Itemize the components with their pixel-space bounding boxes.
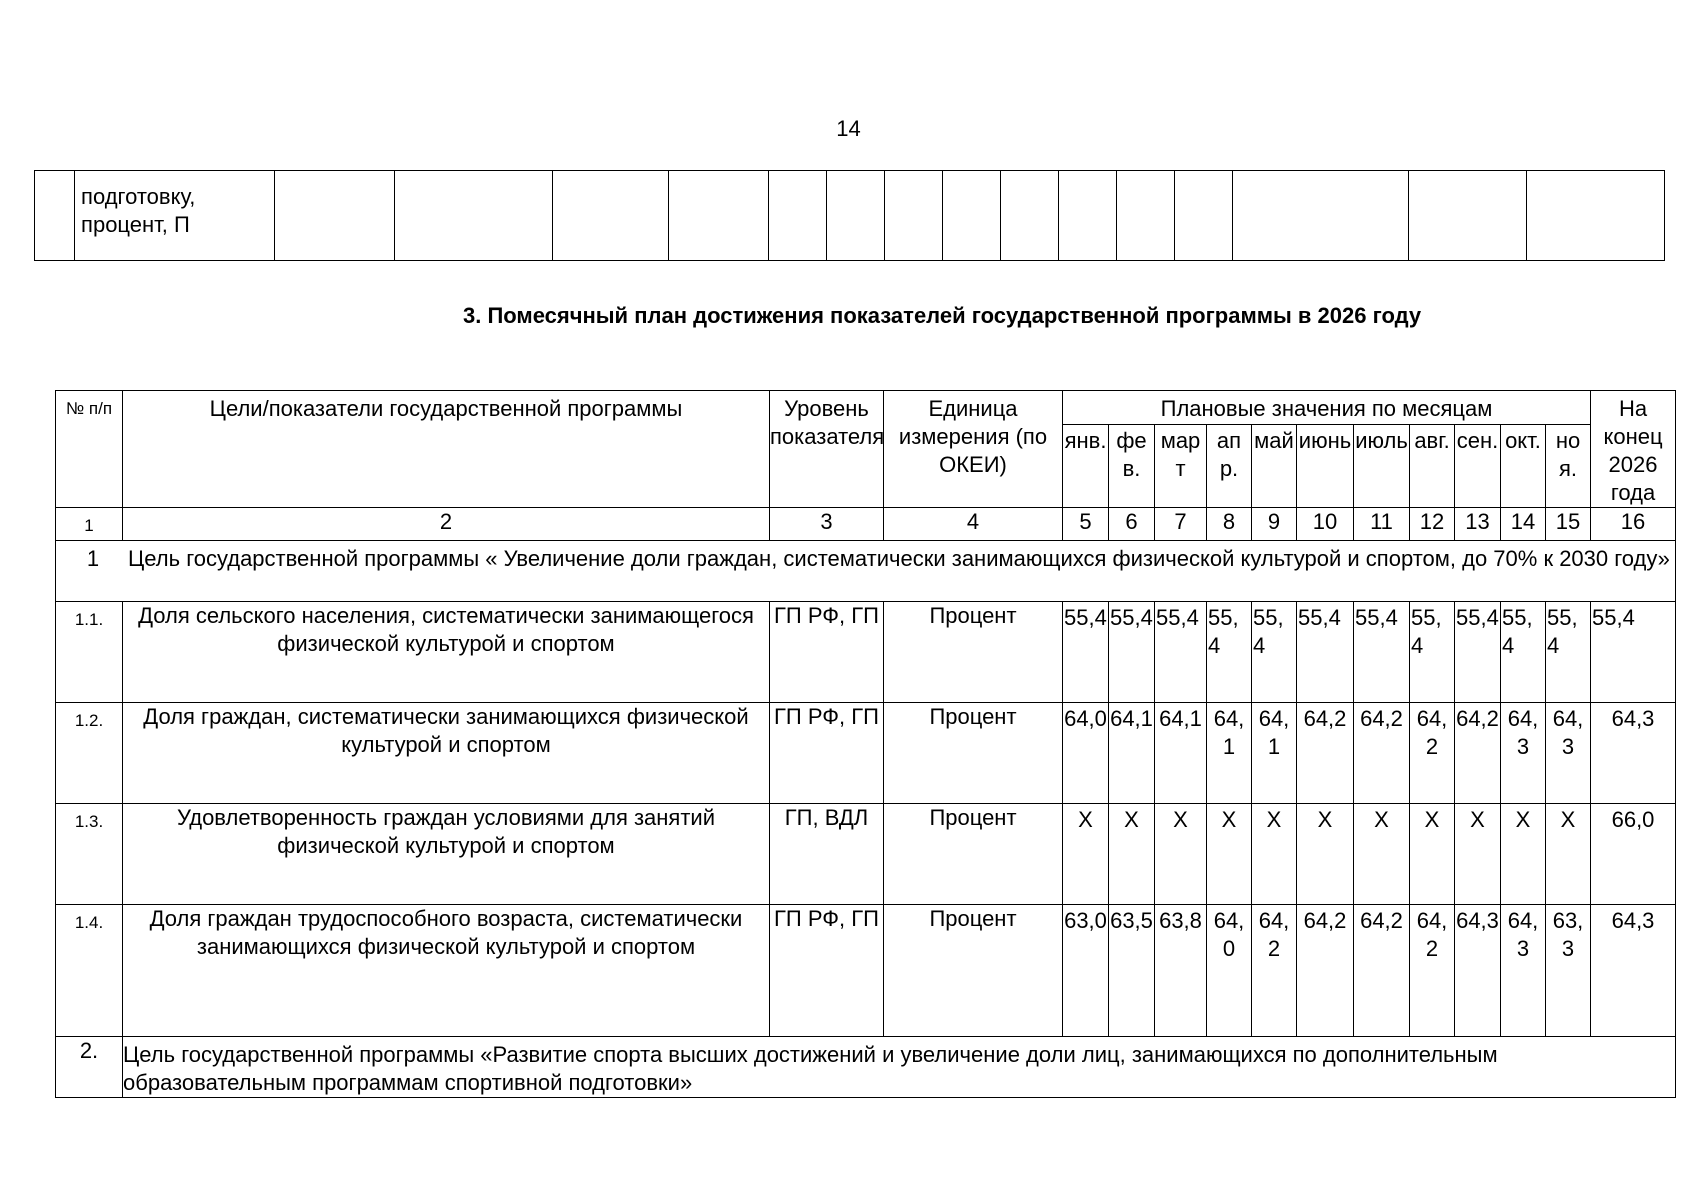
end-value: 64,3 (1591, 905, 1676, 1037)
month-value: 64,2 (1297, 703, 1354, 804)
cell (768, 171, 826, 261)
indicator-level: ГП РФ, ГП (770, 602, 884, 703)
index-cell: 13 (1455, 508, 1501, 541)
header-row (56, 391, 1676, 425)
month-value: Х (1501, 804, 1546, 905)
month-header: сен. (1455, 425, 1501, 508)
goal-1-text: Цель государственной программы « Увеличение доли граждан, систематически занимающихся физической культурой и спортом, до 70% к 2030 году» (128, 546, 1670, 571)
header-unit: Единица измерения (по ОКЕИ) (884, 391, 1063, 508)
month-header: окт. (1501, 425, 1546, 508)
month-value: 64,2 (1455, 703, 1501, 804)
month-value: Х (1109, 804, 1155, 905)
indicator-unit: Процент (884, 602, 1063, 703)
header-monthly: Плановые значения по месяцам (1063, 391, 1591, 425)
cell (1233, 171, 1408, 261)
month-value: 55,4 (1354, 602, 1410, 703)
month-value: 64,2 (1410, 905, 1455, 1037)
header-level: Уровень показателя (770, 391, 884, 508)
indicator-name: Доля сельского населения, систематически занимающегося физической культурой и спортом (123, 602, 770, 703)
month-value: 55,4 (1063, 602, 1109, 703)
month-value: Х (1546, 804, 1591, 905)
indicator-name: Доля граждан трудоспособного возраста, систематически занимающихся физической культурой и спортом (123, 905, 770, 1037)
month-value: Х (1063, 804, 1109, 905)
cell (668, 171, 768, 261)
row-number: 1.3. (56, 804, 123, 905)
month-value: Х (1207, 804, 1252, 905)
month-header: апр. (1207, 425, 1252, 508)
index-cell: 14 (1501, 508, 1546, 541)
index-cell: 11 (1354, 508, 1410, 541)
indicator-unit: Процент (884, 804, 1063, 905)
month-value: Х (1155, 804, 1207, 905)
month-header: фев. (1109, 425, 1155, 508)
indicator-unit: Процент (884, 703, 1063, 804)
month-value: 55,4 (1109, 602, 1155, 703)
index-cell: 12 (1410, 508, 1455, 541)
month-value: 55,4 (1501, 602, 1546, 703)
row-number: 1.4. (56, 905, 123, 1037)
cell (1526, 171, 1664, 261)
index-cell: 5 (1063, 508, 1109, 541)
goal-row-2 (56, 1037, 1676, 1098)
month-value: 63,3 (1546, 905, 1591, 1037)
index-cell: 7 (1155, 508, 1207, 541)
cell (1059, 171, 1117, 261)
month-value: Х (1252, 804, 1297, 905)
month-value: 55,4 (1297, 602, 1354, 703)
index-cell: 8 (1207, 508, 1252, 541)
cell (884, 171, 942, 261)
month-value: 64,2 (1252, 905, 1297, 1037)
continued-row (35, 171, 1665, 261)
goal-2-text: Цель государственной программы «Развитие спорта высших достижений и увеличение доли лиц, занимающихся по дополнительным образовательным программам спортивной подготовки» (123, 1037, 1676, 1098)
table-row (56, 602, 1676, 703)
month-value: 64,2 (1354, 905, 1410, 1037)
month-value: 55,4 (1455, 602, 1501, 703)
month-value: Х (1455, 804, 1501, 905)
goal-row-1 (56, 541, 1676, 602)
header-goals: Цели/показатели государственной программы (123, 391, 770, 508)
month-value: 64,3 (1501, 703, 1546, 804)
index-cell: 9 (1252, 508, 1297, 541)
month-value: 64,1 (1207, 703, 1252, 804)
continued-table (34, 170, 1665, 261)
index-cell: 2 (123, 508, 770, 541)
goal-1-number: 1 (86, 546, 100, 571)
month-value: Х (1354, 804, 1410, 905)
cell (943, 171, 1001, 261)
month-header: март (1155, 425, 1207, 508)
cell (552, 171, 668, 261)
row-number: 1.1. (56, 602, 123, 703)
month-value: 64,3 (1546, 703, 1591, 804)
month-value: 64,1 (1155, 703, 1207, 804)
month-value: 63,0 (1063, 905, 1109, 1037)
cell (395, 171, 552, 261)
month-header: янв. (1063, 425, 1109, 508)
cell (826, 171, 884, 261)
monthly-plan-table (55, 390, 1676, 1098)
month-header: ноя. (1546, 425, 1591, 508)
month-value: Х (1410, 804, 1455, 905)
table-row (56, 703, 1676, 804)
header-num: № п/п (56, 391, 123, 508)
month-header: авг. (1410, 425, 1455, 508)
month-value: 55,4 (1155, 602, 1207, 703)
month-value: Х (1297, 804, 1354, 905)
indicator-level: ГП, ВДЛ (770, 804, 884, 905)
indicator-level: ГП РФ, ГП (770, 905, 884, 1037)
month-value: 64,3 (1501, 905, 1546, 1037)
month-value: 64,0 (1063, 703, 1109, 804)
index-cell: 10 (1297, 508, 1354, 541)
page-number: 14 (836, 116, 861, 141)
month-value: 64,0 (1207, 905, 1252, 1037)
month-header: май (1252, 425, 1297, 508)
goal-2-number: 2. (56, 1037, 123, 1098)
month-value: 64,2 (1297, 905, 1354, 1037)
end-value: 64,3 (1591, 703, 1676, 804)
month-header: июнь (1297, 425, 1354, 508)
table-row (56, 905, 1676, 1037)
month-value: 64,2 (1354, 703, 1410, 804)
cell (1175, 171, 1233, 261)
cell (275, 171, 395, 261)
cell (1117, 171, 1175, 261)
month-value: 55,4 (1410, 602, 1455, 703)
cell (1001, 171, 1059, 261)
month-value: 55,4 (1207, 602, 1252, 703)
cell (35, 171, 75, 261)
end-value: 66,0 (1591, 804, 1676, 905)
indicator-name: Удовлетворенность граждан условиями для занятий физической культурой и спортом (123, 804, 770, 905)
goal-1-cell (56, 541, 1676, 602)
indicator-name: Доля граждан, систематически занимающихся физической культурой и спортом (123, 703, 770, 804)
month-value: 64,3 (1455, 905, 1501, 1037)
month-header: июль (1354, 425, 1410, 508)
month-value: 55,4 (1546, 602, 1591, 703)
table-row (56, 804, 1676, 905)
index-cell: 16 (1591, 508, 1676, 541)
index-cell: 4 (884, 508, 1063, 541)
month-value: 63,5 (1109, 905, 1155, 1037)
month-value: 64,1 (1252, 703, 1297, 804)
continued-indicator-text: подготовку, процент, П (75, 171, 275, 261)
month-value: 64,2 (1410, 703, 1455, 804)
header-end: На конец 2026 года (1591, 391, 1676, 508)
index-cell: 6 (1109, 508, 1155, 541)
end-value: 55,4 (1591, 602, 1676, 703)
month-value: 63,8 (1155, 905, 1207, 1037)
indicator-level: ГП РФ, ГП (770, 703, 884, 804)
row-number: 1.2. (56, 703, 123, 804)
month-value: 55,4 (1252, 602, 1297, 703)
cell (1408, 171, 1526, 261)
indicator-unit: Процент (884, 905, 1063, 1037)
section-title: 3. Помесячный план достижения показателей государственной программы в 2026 году (463, 303, 1422, 328)
index-cell: 3 (770, 508, 884, 541)
index-cell: 15 (1546, 508, 1591, 541)
index-cell: 1 (56, 508, 123, 541)
index-row (56, 508, 1676, 541)
month-value: 64,1 (1109, 703, 1155, 804)
